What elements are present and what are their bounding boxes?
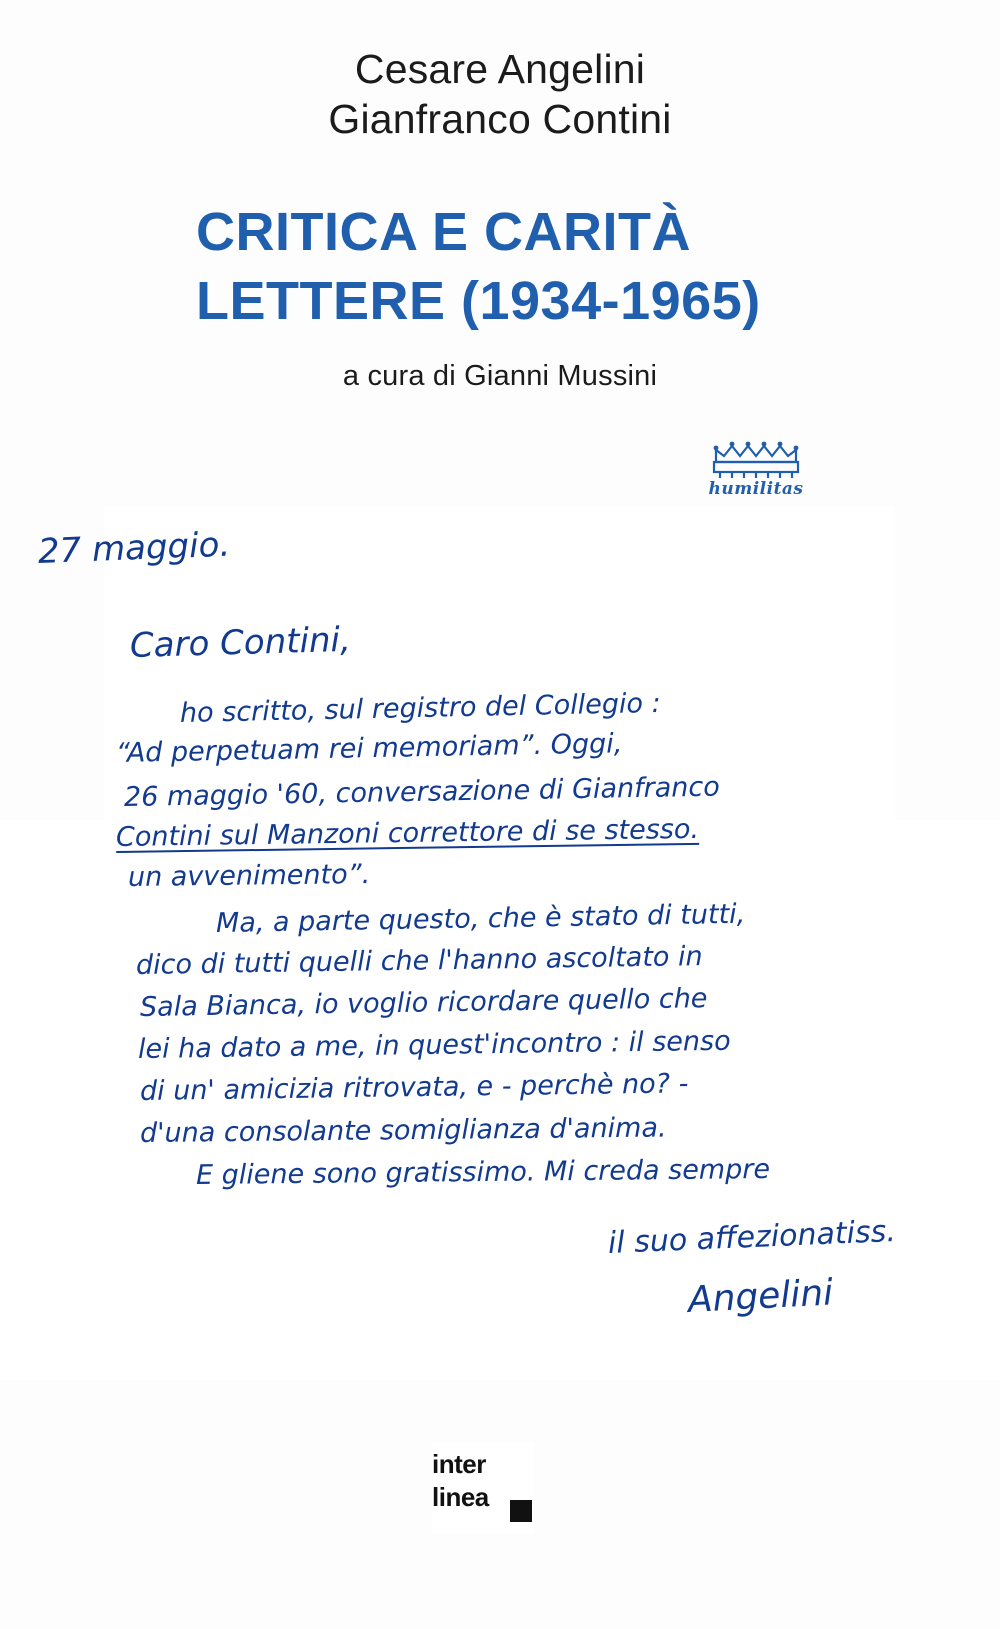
book-title-line-2: LETTERE (1934-1965) [196, 271, 761, 332]
letter-line-4: Contini sul Manzoni correttore di se stesso. [115, 813, 700, 853]
author-name-1: Cesare Angelini [354, 46, 646, 92]
letter-closing: il suo affezionatiss. [607, 1213, 897, 1261]
letter-line-8: Sala Bianca, io voglio ricordare quello che [139, 983, 708, 1023]
author-name-2: Gianfranco Contini [328, 96, 672, 143]
letter-line-1: ho scritto, sul registro del Collegio : [179, 687, 661, 729]
letter-date: 27 maggio. [37, 524, 231, 572]
publisher-name-line-1: inter [432, 1449, 486, 1479]
letter-line-2: “Ad perpetuam rei memoriam”. Oggi, [115, 728, 623, 769]
bottom-margin [0, 1557, 1000, 1629]
letter-line-10: di un' amicizia ritrovata, e - perchè no? - [139, 1068, 689, 1107]
crown-crest-icon [704, 432, 826, 508]
letter-line-6: Ma, a parte questo, che è stato di tutti, [215, 898, 746, 939]
publisher-logo [432, 1442, 534, 1534]
letter-signature: Angelini [686, 1272, 835, 1321]
letter-scan-top [104, 506, 895, 820]
letter-line-12: E gliene sono gratissimo. Mi creda sempre [195, 1153, 771, 1191]
publisher-square-icon [510, 1500, 532, 1522]
letter-line-5: un avvenimento”. [127, 859, 371, 893]
author-names [0, 44, 1000, 144]
letter-scan-bottom [0, 820, 1000, 1380]
book-title-line-1: CRITICA E CARITÀ [196, 202, 691, 262]
publisher-name-line-2: linea [432, 1481, 489, 1512]
svg-text:humilitas: humilitas [708, 479, 804, 499]
letter-line-3: 26 maggio '60, conversazione di Gianfranco [123, 771, 721, 813]
letter-line-11: d'una consolante somiglianza d'anima. [139, 1112, 667, 1149]
letter-salutation: Caro Contini, [129, 619, 352, 666]
letter-line-7: dico di tutti quelli che l'hanno ascoltato in [135, 941, 703, 981]
editor-credit: a cura di Gianni Mussini [342, 360, 658, 392]
book-title [196, 198, 916, 336]
letter-line-9: lei ha dato a me, in quest'incontro : il senso [137, 1025, 731, 1065]
